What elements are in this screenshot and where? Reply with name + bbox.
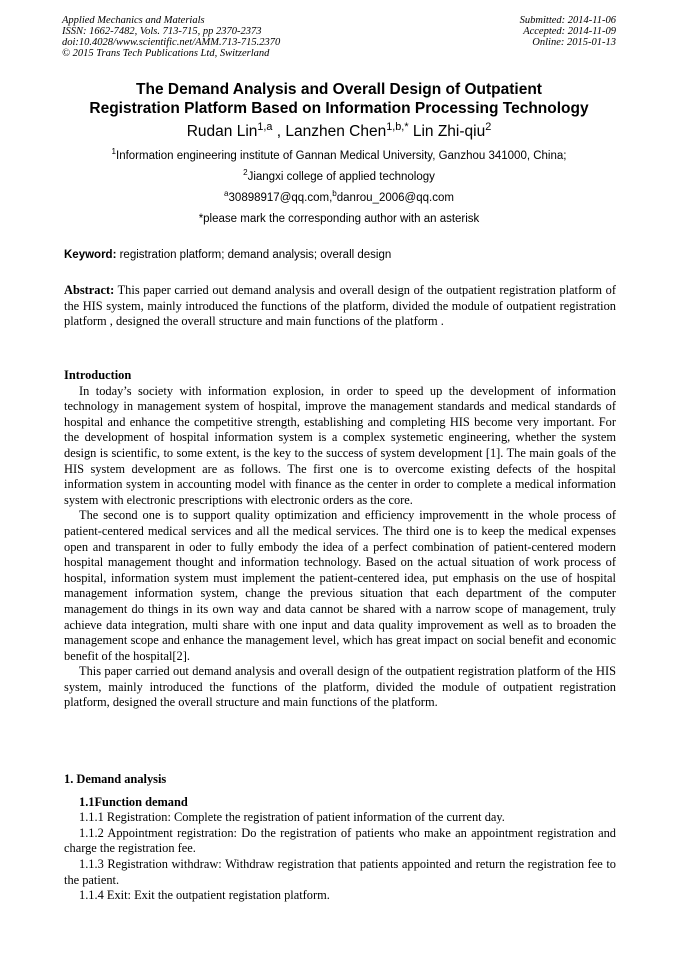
doi-line: doi:10.4028/www.scientific.net/AMM.713-715.2370 bbox=[62, 37, 281, 48]
email-b: danrou_2006@qq.com bbox=[336, 192, 454, 204]
introduction-section bbox=[64, 368, 616, 711]
dates-header bbox=[520, 15, 616, 48]
author-1: Rudan Lin bbox=[186, 123, 258, 140]
function-item: 1.1.1 Registration: Complete the registration of patient information of the current day. bbox=[79, 810, 505, 825]
author-2-sup: 1,b,* bbox=[386, 120, 409, 133]
keyword-text: registration platform; demand analysis; overall design bbox=[116, 249, 392, 261]
author-emails bbox=[40, 189, 638, 204]
email-b-sup: b bbox=[332, 189, 337, 199]
affiliation-1 bbox=[40, 147, 638, 162]
online-date: Online: 2015-01-13 bbox=[532, 37, 616, 48]
title-line-1: The Demand Analysis and Overall Design of Outpatient bbox=[136, 81, 542, 98]
corresponding-note: *please mark the corresponding author with an asterisk bbox=[198, 213, 480, 225]
subsection-1-1-heading: 1.1Function demand bbox=[79, 794, 188, 809]
introduction-paragraph-2: The second one is to support quality optimization and efficiency improvementt in the whole process of patient-centered medical services and all the medical services. The third one is to keep the medical expenses open and transparent in oder to fully embody the idea of a perfect combination of patient-centered modern hospital management thought and information technology. Based on the actual situation of work process of hospital, information system must implement the patient-centered idea, put emphasis on the use of hospital management information system, change the previous situation that each department of the computer management do things in its own way and data cannot be shared with a narrow scope of management, truly achieve data integration, multi share with one input and data quality improvement as well as to broaden the management scope and enhance the management level, which has great impact on social benefit and economic benefit of the hospital[2]. bbox=[64, 508, 616, 663]
introduction-paragraph-1: In today’s society with information explosion, in order to speed up the development of information technology in management system of hospital, improve the management standards and medical standards of hospital and enhance the competitive strength, establishing and completing HIS become very important. For the development of hospital information system is a complex systemetic engineering, whether the system design is scientific, to some extent, is the key to the success of system development [1]. The main goals of the HIS system development are as follows. The first one is to overcome existing defects of the hospital information system in accounting model with finance as the center in order to complete a medical information system with electronic prescriptions with electronic orders as the core. bbox=[64, 383, 616, 507]
affiliation-2-text: Jiangxi college of applied technology bbox=[247, 171, 435, 183]
introduction-heading: Introduction bbox=[64, 368, 132, 382]
author-3: Lin Zhi-qiu bbox=[408, 123, 486, 140]
author-1-sup: 1,a bbox=[257, 120, 273, 133]
author-3-sup: 2 bbox=[485, 120, 492, 133]
email-a: 30898917@qq.com, bbox=[228, 192, 333, 204]
affiliation-2-sup: 2 bbox=[243, 168, 248, 178]
demand-analysis-section bbox=[64, 772, 616, 904]
keyword-label: Keyword: bbox=[64, 249, 117, 261]
paper-title bbox=[40, 80, 638, 118]
affiliation-1-text: Information engineering institute of Gannan Medical University, Ganzhou 341000, China; bbox=[116, 150, 567, 162]
issn-line: ISSN: 1662-7482, Vols. 713-715, pp 2370-2373 bbox=[62, 26, 262, 37]
submitted-date: Submitted: 2014-11-06 bbox=[519, 15, 616, 26]
affiliation-2 bbox=[40, 168, 638, 183]
author-list bbox=[40, 120, 638, 141]
journal-name: Applied Mechanics and Materials bbox=[62, 15, 205, 26]
author-2: Lanzhen Chen bbox=[285, 123, 387, 140]
function-item: 1.1.4 Exit: Exit the outpatient registation platform. bbox=[79, 888, 330, 903]
abstract-text: This paper carried out demand analysis and overall design of the outpatient registration platform of the HIS system, mainly introduced the functions of the platform, divided the module of outpatient registration platform , designed the overall structure and main functions of the platform . bbox=[64, 283, 616, 329]
keywords bbox=[64, 249, 616, 261]
abstract-label: Abstract: bbox=[64, 283, 115, 297]
section-1-heading: 1. Demand analysis bbox=[64, 772, 167, 786]
title-line-2: Registration Platform Based on Information Processing Technology bbox=[89, 100, 589, 117]
copyright-line: © 2015 Trans Tech Publications Ltd, Switzerland bbox=[62, 48, 270, 59]
function-item: 1.1.2 Appointment registration: Do the registration of patients who make an appointment registration and charge the registration fee. bbox=[64, 825, 616, 856]
abstract bbox=[64, 283, 616, 330]
function-item: 1.1.3 Registration withdraw: Withdraw registration that patients appointed and return the registration fee to the patient. bbox=[64, 856, 616, 887]
accepted-date: Accepted: 2014-11-09 bbox=[523, 26, 616, 37]
author-separator: , bbox=[272, 123, 286, 140]
affiliation-1-sup: 1 bbox=[111, 147, 116, 157]
email-a-sup: a bbox=[224, 189, 229, 199]
journal-header bbox=[62, 15, 280, 59]
introduction-paragraph-3: This paper carried out demand analysis and overall design of the outpatient registration platform of the HIS system, mainly introduced the functions of the platform, divided the module of outpatient registration platform, designed the overall structure and main functions of the platform. bbox=[64, 664, 616, 710]
